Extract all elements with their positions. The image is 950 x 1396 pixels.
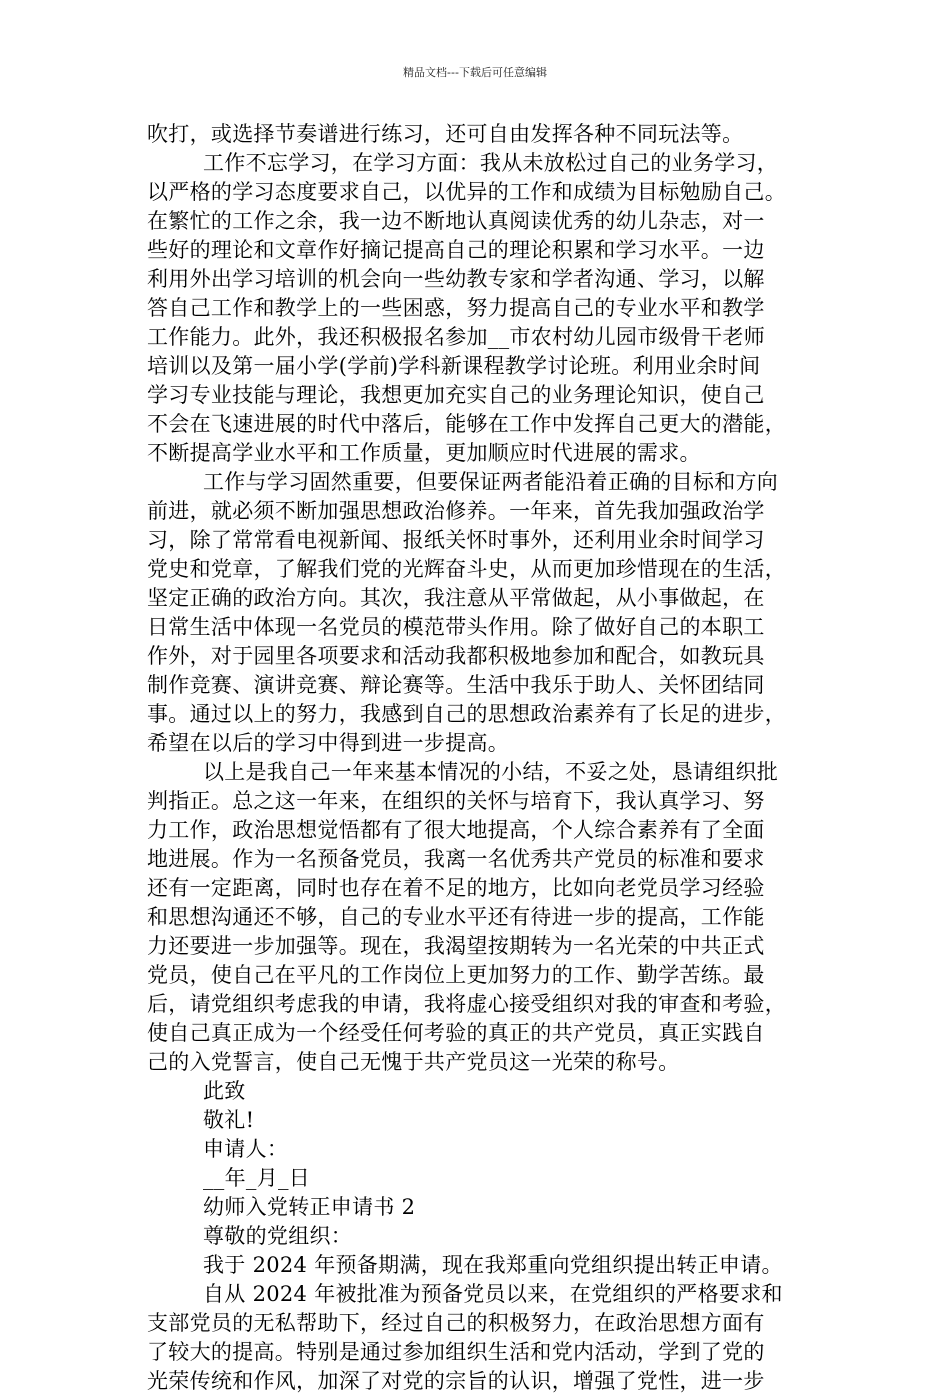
page-header: 精品文档---下载后可任意编辑 <box>403 66 547 79</box>
text-line: 幼师入党转正申请书 2 <box>203 1195 416 1219</box>
text-line: 了较大的提高。特别是通过参加组织生活和党内活动，学到了党的 <box>147 1340 765 1364</box>
text-line: 以上是我自己一年来基本情况的小结，不妥之处，恳请组织批 <box>203 760 779 784</box>
text-line: 自从 2024 年被批准为预备党员以来，在党组织的严格要求和 <box>203 1282 783 1306</box>
text-line: 事。通过以上的努力，我感到自己的思想政治素养有了长足的进步， <box>147 702 786 726</box>
text-line: 坚定正确的政治方向。其次，我注意从平常做起，从小事做起，在 <box>147 586 765 610</box>
text-line: 后，请党组织考虑我的申请，我将虚心接受组织对我的审查和考验， <box>147 992 786 1016</box>
text-line: 此致 <box>203 1079 246 1103</box>
text-line: 以严格的学习态度要求自己，以优异的工作和成绩为目标勉励自己。 <box>147 180 786 204</box>
text-line: 和思想沟通还不够，自己的专业水平还有待进一步的提高，工作能 <box>147 905 765 929</box>
text-line: 尊敬的党组织： <box>203 1224 353 1248</box>
text-line: 己的入党誓言，使自己无愧于共产党员这一光荣的称号。 <box>147 1050 680 1074</box>
text-line: 希望在以后的学习中得到进一步提高。 <box>147 731 510 755</box>
text-line: 力工作，政治思想觉悟都有了很大地提高，个人综合素养有了全面 <box>147 818 765 842</box>
text-line: 判指正。总之这一年来，在组织的关怀与培育下，我认真学习、努 <box>147 789 765 813</box>
text-line: 在繁忙的工作之余，我一边不断地认真阅读优秀的幼儿杂志，对一 <box>147 209 765 233</box>
text-line: 日常生活中体现一名党员的模范带头作用。除了做好自己的本职工 <box>147 615 765 639</box>
text-line: 使自己真正成为一个经受任何考验的真正的共产党员，真正实践自 <box>147 1021 765 1045</box>
text-line: 工作不忘学习，在学习方面：我从未放松过自己的业务学习， <box>203 151 779 175</box>
text-line: 敬礼! <box>203 1108 255 1132</box>
text-line: 支部党员的无私帮助下，经过自己的积极努力，在政治思想方面有 <box>147 1311 765 1335</box>
text-line: 答自己工作和教学上的一些困惑，努力提高自己的专业水平和教学 <box>147 296 765 320</box>
text-line: 光荣传统和作风，加深了对党的宗旨的认识，增强了党性，进一步 <box>147 1369 765 1393</box>
text-line: 前进，就必须不断加强思想政治修养。一年来，首先我加强政治学 <box>147 499 765 523</box>
text-line: 习，除了常常看电视新闻、报纸关怀时事外，还利用业余时间学习 <box>147 528 765 552</box>
text-line: 力还要进一步加强等。现在，我渴望按期转为一名光荣的中共正式 <box>147 934 765 958</box>
text-line: 制作竞赛、演讲竞赛、辩论赛等。生活中我乐于助人、关怀团结同 <box>147 673 765 697</box>
text-line: 地进展。作为一名预备党员，我离一名优秀共产党员的标准和要求 <box>147 847 765 871</box>
text-line: 工作与学习固然重要，但要保证两者能沿着正确的目标和方向 <box>203 470 779 494</box>
text-line: 些好的理论和文章作好摘记提高自己的理论积累和学习水平。一边 <box>147 238 765 262</box>
document-body <box>147 120 819 1396</box>
text-line: 党员，使自己在平凡的工作岗位上更加努力的工作、勤学苦练。最 <box>147 963 765 987</box>
text-line: 我于 2024 年预备期满，现在我郑重向党组织提出转正申请。 <box>203 1253 783 1277</box>
text-line: 学习专业技能与理论，我想更加充实自己的业务理论知识，使自己 <box>147 383 765 407</box>
text-line: 党史和党章，了解我们党的光辉奋斗史，从而更加珍惜现在的生活， <box>147 557 786 581</box>
text-line: 作外，对于园里各项要求和活动我都积极地参加和配合，如教玩具 <box>147 644 765 668</box>
text-line: 培训以及第一届小学(学前)学科新课程教学讨论班。利用业余时间 <box>147 354 761 378</box>
text-line: __年_月_日 <box>203 1166 311 1190</box>
text-line: 不断提高学业水平和工作质量，更加顺应时代进展的需求。 <box>147 441 701 465</box>
text-line: 工作能力。此外，我还积极报名参加__市农村幼儿园市级骨干老师 <box>147 325 765 349</box>
text-line: 还有一定距离，同时也存在着不足的地方，比如向老党员学习经验 <box>147 876 765 900</box>
text-line: 不会在飞速进展的时代中落后，能够在工作中发挥自己更大的潜能， <box>147 412 786 436</box>
text-line: 申请人： <box>203 1137 289 1161</box>
text-line: 利用外出学习培训的机会向一些幼教专家和学者沟通、学习，以解 <box>147 267 765 291</box>
text-line: 吹打，或选择节奏谱进行练习，还可自由发挥各种不同玩法等。 <box>147 122 744 146</box>
